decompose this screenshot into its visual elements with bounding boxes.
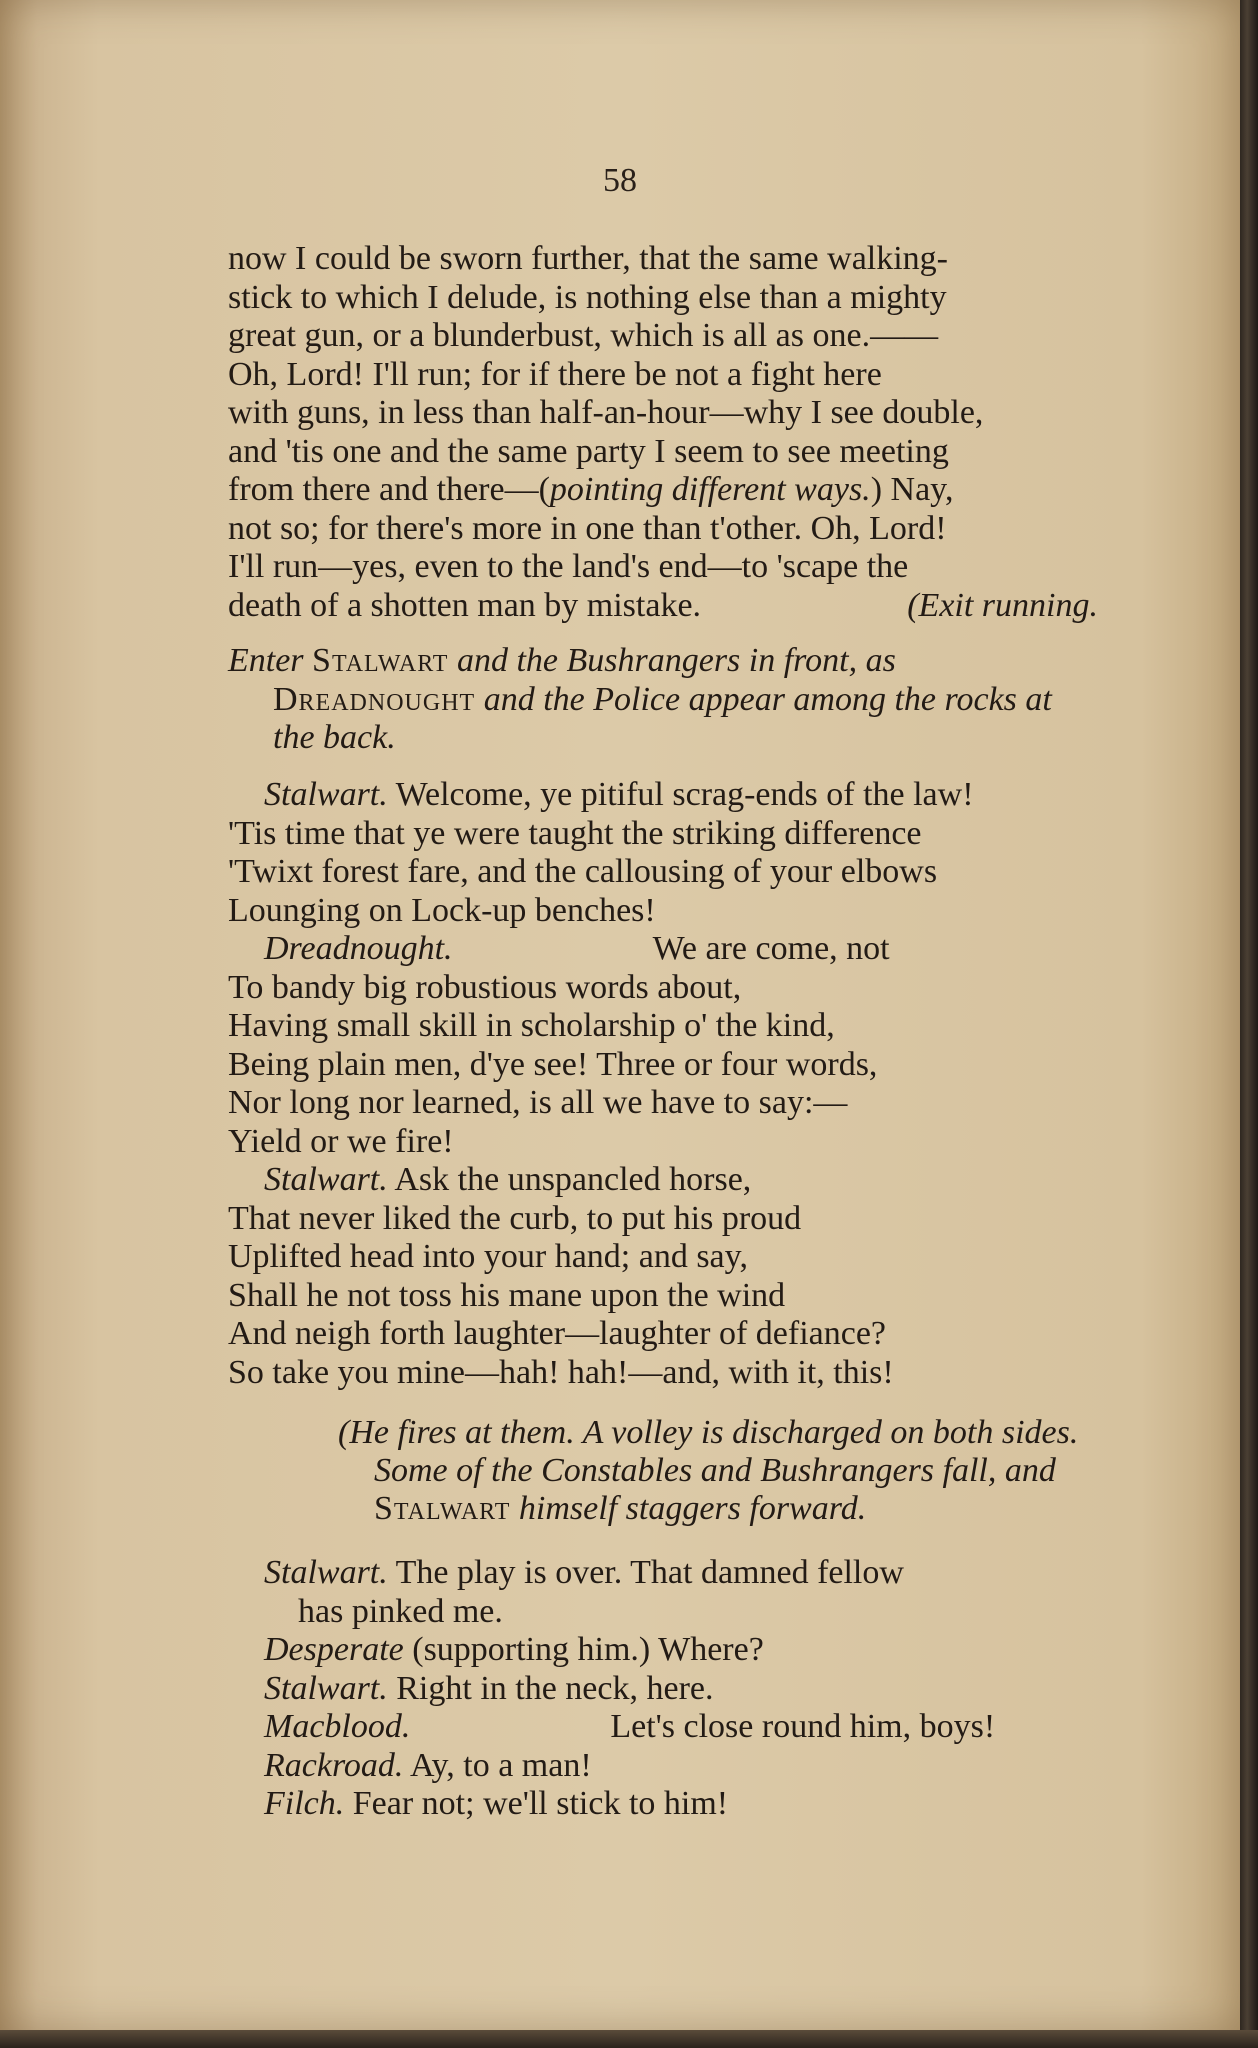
text-line bbox=[228, 1161, 1098, 1200]
text-line bbox=[228, 1123, 1098, 1162]
line-text: Let's close round him, boys! bbox=[610, 1708, 996, 1745]
text-line bbox=[228, 776, 1098, 815]
text-line bbox=[228, 853, 1098, 892]
speaker-name: Filch. bbox=[264, 1785, 345, 1822]
line-text: 'Tis time that ye were taught the striking difference bbox=[228, 814, 922, 852]
prose-line: great gun, or a blunderbust, which is all as one.—— bbox=[228, 317, 939, 354]
text-line bbox=[228, 1554, 1098, 1593]
line-text: To bandy big robustious words about, bbox=[228, 968, 742, 1006]
line-text: Welcome, ye pitiful scrag-ends of the law! bbox=[387, 776, 974, 813]
speaker-name: Stalwart. bbox=[264, 776, 388, 813]
stage-direction-inline: pointing different ways. bbox=[549, 471, 871, 508]
text-line bbox=[228, 930, 1098, 969]
line-text: And neigh forth laughter—laughter of defiance? bbox=[228, 1315, 887, 1352]
speaker-name: Desperate bbox=[264, 1631, 404, 1668]
dialogue-block bbox=[228, 1554, 1098, 1824]
stage-direction-volley: (He fires at them. A volley is discharged on both sides. Some of the Constables and Bushrangers fall, and Stalwart himself staggers forward. bbox=[338, 1414, 1079, 1527]
line-text: Yield or we fire! bbox=[228, 1122, 454, 1160]
line-text: That never liked the curb, to put his proud bbox=[228, 1199, 802, 1237]
line-text: So take you mine—hah! hah!—and, with it, this! bbox=[228, 1353, 894, 1391]
line-text: 'Twixt forest fare, and the callousing of your elbows bbox=[228, 853, 938, 890]
text-line bbox=[228, 1084, 1098, 1123]
speaker-name: Dreadnought. bbox=[264, 930, 453, 967]
prose-line: and 'tis one and the same party I seem to see meeting bbox=[228, 432, 949, 470]
line-text: Shall he not toss his mane upon the wind bbox=[228, 1276, 786, 1314]
stage-direction-enter: Enter Stalwart and the Bushrangers in front, as Dreadnought and the Police appear among the rocks at the back. bbox=[228, 642, 1052, 756]
text-line bbox=[228, 1238, 1098, 1277]
prose-line: Oh, Lord! I'll run; for if there be not a fight here bbox=[228, 355, 882, 393]
line-text: Lounging on Lock-up benches! bbox=[228, 891, 656, 929]
text-line bbox=[228, 1785, 1098, 1824]
line-text: Nor long nor learned, is all we have to say:— bbox=[228, 1084, 848, 1121]
prose-paragraph bbox=[228, 240, 1098, 625]
text-line bbox=[228, 1631, 1098, 1670]
line-text: We are come, not bbox=[652, 930, 890, 967]
line-text: The play is over. That damned fellow bbox=[387, 1554, 904, 1591]
text-line bbox=[228, 1354, 1098, 1393]
text-line bbox=[228, 1315, 1098, 1354]
prose-line: I'll run—yes, even to the land's end—to 'scape the bbox=[228, 548, 909, 585]
line-text: Right in the neck, here. bbox=[387, 1669, 714, 1707]
text-line bbox=[228, 1708, 1098, 1747]
line-text: Ask the unspancled horse, bbox=[387, 1161, 752, 1198]
book-edge bbox=[1240, 0, 1258, 2048]
page-number: 58 bbox=[603, 162, 637, 199]
exit-direction: (Exit running. bbox=[907, 586, 1098, 624]
text-line bbox=[228, 969, 1098, 1008]
prose-line: with guns, in less than half-an-hour—why I see double, bbox=[228, 394, 984, 431]
text-line bbox=[228, 815, 1098, 854]
text-line bbox=[228, 1200, 1098, 1239]
text-line bbox=[228, 1670, 1098, 1709]
text-line bbox=[228, 892, 1098, 931]
prose-line: now I could be sworn further, that the same walking- bbox=[228, 240, 948, 277]
line-text: Having small skill in scholarship o' the kind, bbox=[228, 1007, 835, 1044]
speaker-name: Stalwart. bbox=[264, 1669, 388, 1707]
line-text: Being plain men, d'ye see! Three or four words, bbox=[228, 1045, 878, 1083]
book-bottom-edge bbox=[0, 2030, 1258, 2048]
prose-line: death of a shotten man by mistake. (Exit running. bbox=[228, 586, 1098, 624]
verse-block bbox=[228, 776, 1098, 1392]
text-line bbox=[228, 1046, 1098, 1085]
line-text: (supporting him.) Where? bbox=[403, 1631, 764, 1668]
prose-line: from there and there—(pointing different ways.) Nay, bbox=[228, 471, 954, 508]
text-line bbox=[228, 1747, 1098, 1786]
prose-line: stick to which I delude, is nothing else than a mighty bbox=[228, 278, 947, 316]
text-line bbox=[228, 1007, 1098, 1046]
speaker-name: Rackroad. bbox=[264, 1746, 404, 1784]
line-text: has pinked me. bbox=[298, 1592, 503, 1630]
text-line bbox=[228, 1593, 1098, 1632]
text-line bbox=[228, 1277, 1098, 1316]
speaker-name: Macblood. bbox=[264, 1708, 411, 1745]
line-text: Fear not; we'll stick to him! bbox=[344, 1785, 729, 1822]
prose-line: not so; for there's more in one than t'other. Oh, Lord! bbox=[228, 509, 947, 547]
line-text: Uplifted head into your hand; and say, bbox=[228, 1238, 748, 1275]
speaker-name: Stalwart. bbox=[264, 1554, 388, 1591]
line-text: Ay, to a man! bbox=[403, 1746, 592, 1784]
speaker-name: Stalwart. bbox=[264, 1161, 388, 1198]
